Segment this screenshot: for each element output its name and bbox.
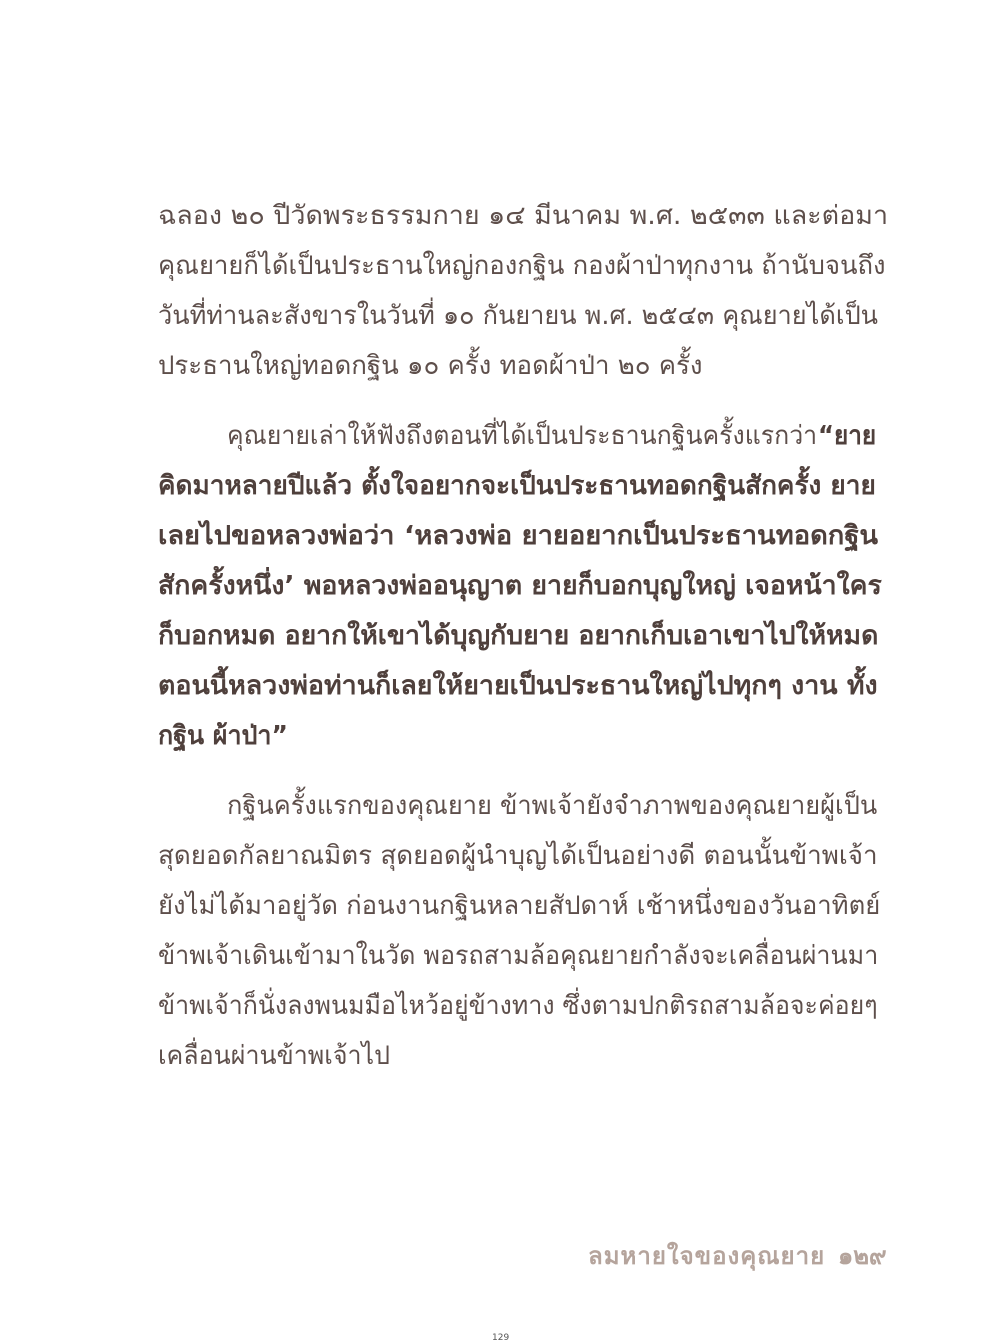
quote-line: เลยไปขอหลวงพ่อว่า ‘หลวงพ่อ ยายอยากเป็นประธานทอดกฐิน: [158, 521, 879, 551]
quote-start: “ยาย: [818, 421, 877, 451]
text-line: ฉลอง ๒๐ ปีวัดพระธรรมกาย ๑๔ มีนาคม พ.ศ. ๒๕๓๓ และต่อมา: [158, 201, 889, 231]
quote-line: ตอนนี้หลวงพ่อท่านก็เลยให้ยายเป็นประธานใหญ่ไปทุกๆ งาน ทั้ง: [158, 671, 878, 701]
text-line: ข้าพเจ้าก็นั่งลงพนมมือไหว้อยู่ข้างทาง ซึ่งตามปกติรถสามล้อจะค่อยๆ: [158, 991, 878, 1021]
quote-line: คิดมาหลายปีแล้ว ตั้งใจอยากจะเป็นประธานทอดกฐินสักครั้ง ยาย: [158, 471, 876, 501]
running-footer-title: ลมหายใจของคุณยาย: [588, 1242, 826, 1270]
quote-line: กฐิน ผ้าป่า”: [158, 721, 288, 751]
text-line: ข้าพเจ้าเดินเข้ามาในวัด พอรถสามล้อคุณยายกำลังจะเคลื่อนผ่านมา: [158, 941, 879, 971]
text-line: สุดยอดกัลยาณมิตร สุดยอดผู้นำบุญได้เป็นอย่างดี ตอนนั้นข้าพเจ้า: [158, 841, 878, 871]
thai-page-number: ๑๒๙: [838, 1242, 887, 1270]
page-number: 129: [492, 1333, 510, 1343]
text-line: คุณยายก็ได้เป็นประธานใหญ่กองกฐิน กองผ้าป่าทุกงาน ถ้านับจนถึง: [158, 251, 886, 281]
text-line: ยังไม่ได้มาอยู่วัด ก่อนงานกฐินหลายสัปดาห์ เช้าหนึ่งของวันอาทิตย์: [158, 891, 881, 921]
quote-line: สักครั้งหนึ่ง’ พอหลวงพ่ออนุญาต ยายก็บอกบุญใหญ่ เจอหน้าใคร: [158, 571, 882, 601]
quote-line: ก็บอกหมด อยากให้เขาได้บุญกับยาย อยากเก็บเอาเขาไปให้หมด: [158, 621, 879, 651]
text-line: กฐินครั้งแรกของคุณยาย ข้าพเจ้ายังจำภาพของคุณยายผู้เป็น: [227, 791, 878, 821]
text-line: วันที่ท่านละสังขารในวันที่ ๑๐ กันยายน พ.ศ. ๒๕๔๓ คุณยายได้เป็น: [158, 301, 879, 331]
paragraph-intro: คุณยายเล่าให้ฟังถึงตอนที่ได้เป็นประธานกฐินครั้งแรกว่า: [227, 421, 818, 451]
text-line: ประธานใหญ่ทอดกฐิน ๑๐ ครั้ง ทอดผ้าป่า ๒๐ ครั้ง: [158, 351, 703, 381]
text-line: เคลื่อนผ่านข้าพเจ้าไป: [158, 1041, 391, 1071]
